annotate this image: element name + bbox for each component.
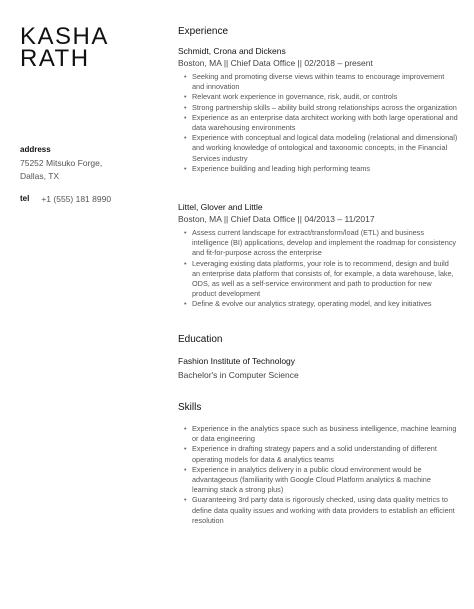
telephone-value: +1 (555) 181 8990 [41, 194, 112, 204]
telephone-label: tel [20, 194, 30, 203]
degree: Bachelor's in Computer Science [178, 370, 299, 380]
candidate-name [20, 23, 160, 72]
last-name: RATH [20, 45, 90, 72]
school-name: Fashion Institute of Technology [178, 356, 296, 366]
experience-heading: Experience [178, 26, 229, 37]
education-heading: Education [178, 334, 223, 345]
job-meta: Boston, MA || Chief Data Office || 02/2018 – present [178, 58, 373, 68]
list-item: • Experience building and leading high performing teams [184, 164, 458, 174]
job-meta: Boston, MA || Chief Data Office || 04/2013 – 11/2017 [178, 214, 375, 224]
list-item: • Relevant work experience in governance, risk, audit, or controls [184, 92, 458, 102]
list-item: • Experience in the analytics space such as business intelligence, machine learning or data engineering [184, 424, 458, 444]
list-item: • Experience in analytics delivery in a public cloud environment would be advantageous (familiarity with Google Cloud Platform analytics & machine learning stack a strong plus) [184, 465, 458, 496]
address-label: address [20, 145, 51, 154]
list-item: • Seeking and promoting diverse views within teams to encourage improvement and innovation [184, 72, 458, 92]
skills-heading: Skills [178, 402, 202, 413]
list-item: • Experience as an enterprise data architect working with both large operational and data warehousing environments [184, 113, 458, 133]
list-item: • Strong partnership skills – ability build strong relationships across the organization [184, 103, 458, 113]
job-bullets [184, 72, 458, 174]
list-item: • Guaranteeing 3rd party data is rigorously checked, using data quality metrics to define data quality issues and working with data providers to establish an efficient resolution [184, 495, 458, 526]
job-company: Littel, Glover and Little [178, 202, 263, 212]
list-item: • Experience in drafting strategy papers and a solid understanding of different operating models for data & analytics teams [184, 444, 458, 464]
list-item: • Experience with conceptual and logical data modeling (relational and dimensional) and working knowledge of ontological and taxonomic concepts, in the Financial Services industry [184, 133, 458, 164]
list-item: • Leveraging existing data platforms, your role is to recommend, design and build an enterprise data platform that consists of, for example, a data warehouse, lake, ODS, as well as a self-service environment and path to production for new product development [184, 259, 458, 300]
telephone-row [20, 194, 111, 204]
address-line-2: Dallas, TX [20, 171, 60, 181]
address-block [20, 157, 102, 183]
job-bullets [184, 228, 458, 310]
first-name: KASHA [20, 23, 109, 50]
job-company: Schmidt, Crona and Dickens [178, 46, 286, 56]
address-line-1: 75252 Mitsuko Forge, [20, 158, 103, 168]
list-item: • Define & evolve our analytics strategy, operating model, and key initiatives [184, 299, 458, 309]
list-item: • Assess current landscape for extract/transform/load (ETL) and business intelligence (BI) applications, develop and implement the roadmap for consistency and fit-for-purpose across the enterprise [184, 228, 458, 259]
skills-list [184, 424, 458, 526]
